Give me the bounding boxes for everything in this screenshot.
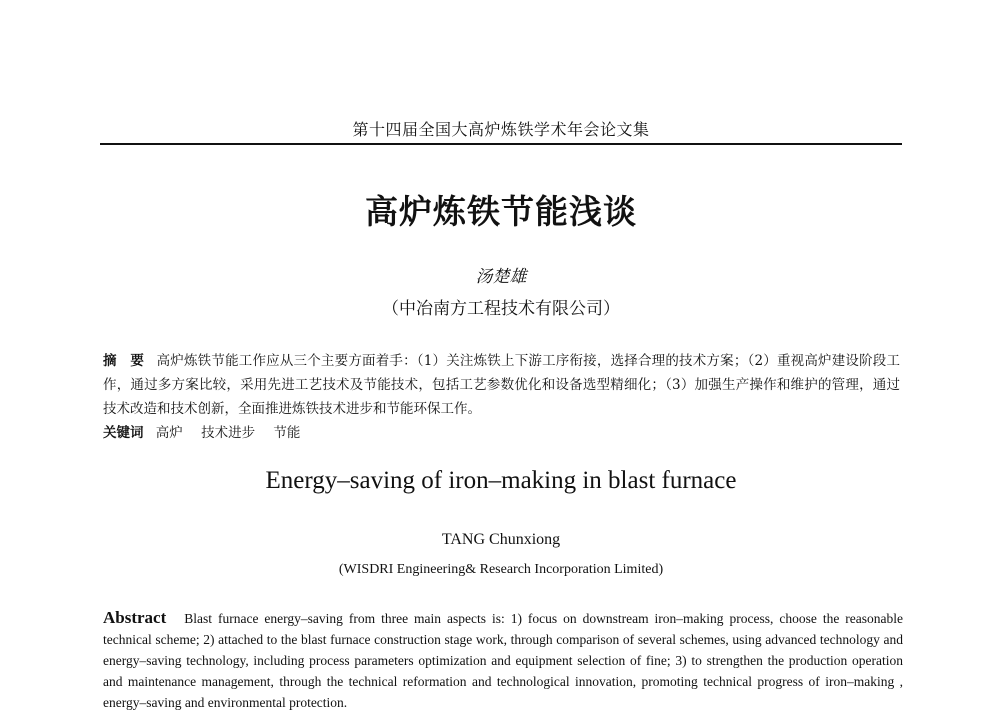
keyword-item: 节能 — [273, 425, 301, 441]
affiliation-en: (WISDRI Engineering& Research Incorporation Limited) — [338, 562, 664, 577]
author-cn: 汤楚雄 — [475, 267, 527, 287]
abstract-cn — [103, 349, 900, 421]
keyword-item: 技术进步 — [201, 425, 256, 441]
running-head: 第十四届全国大高炉炼铁学术年会论文集 — [352, 120, 650, 139]
affiliation-cn: （中冶南方工程技术有限公司） — [382, 299, 620, 319]
paper-title-en: Energy–saving of iron–making in blast furnace — [265, 467, 737, 494]
abstract-en-label: Abstract — [103, 608, 167, 627]
header-rule — [100, 143, 902, 145]
abstract-en — [103, 607, 903, 713]
keyword-item: 高炉 — [155, 425, 183, 441]
abstract-cn-label: 摘 要 — [103, 353, 145, 369]
paper-title-cn: 高炉炼铁节能浅谈 — [365, 192, 637, 231]
keywords-cn-label: 关键词 — [103, 425, 144, 441]
author-en: TANG Chunxiong — [441, 531, 561, 548]
keywords-cn — [103, 423, 900, 443]
abstract-cn-text: 高炉炼铁节能工作应从三个主要方面着手：（1）关注炼铁上下游工序衔接，选择合理的技术方案；（2）重视高炉建设阶段工作，通过多方案比较，采用先进工艺技术及节能技术，包括工艺参数优化和设备选型精细化；（3）加强生产操作和维护的管理，通过技术改造和技术创新，全面推进炼铁技术进步和节能环保工作。 — [103, 353, 901, 417]
abstract-en-text: Blast furnace energy–saving from three main aspects is: 1) focus on downstream iron–making process, choose the reasonable technical scheme; 2) attached to the blast furnace construction stage work, through comparison of several schemes, using advanced technology and energy–saving technology, including process parameters optimization and equipment selection of fine; 3) to strengthen the production operation and maintenance management, through the technical reformation and technological innovation, promoting technical progress of iron–making , energy–saving and environmental protection. — [103, 611, 903, 710]
